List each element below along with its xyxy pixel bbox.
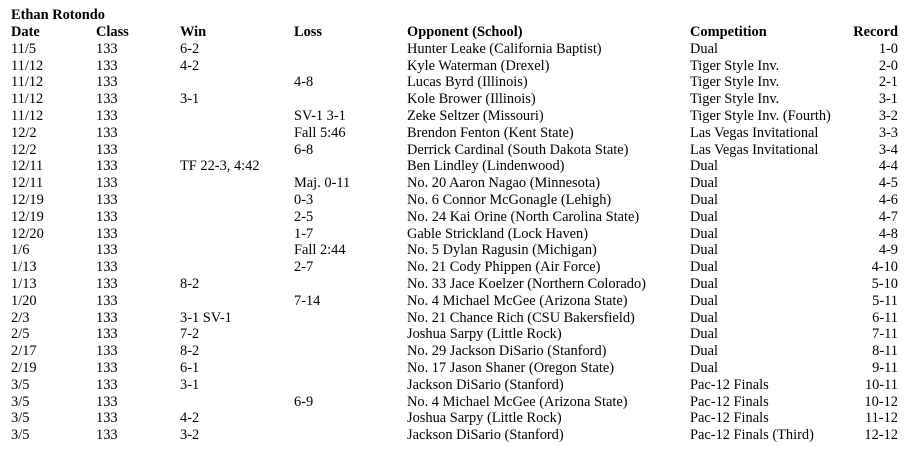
cell-loss [294,360,407,377]
cell-date: 12/19 [11,208,44,225]
cell-date: 11/12 [11,57,44,74]
cell-competition: Tiger Style Inv. [690,91,780,108]
cell-class: 133 [96,91,118,108]
cell-date: 11/12 [11,107,44,124]
cell-loss: Fall 2:44 [294,242,346,259]
cell-win [180,226,294,243]
cell-opponent: Kole Brower (Illinois) [407,91,536,108]
cell-class: 133 [96,343,118,360]
cell-opponent: Gable Strickland (Lock Haven) [407,225,589,242]
table-row [11,125,898,142]
cell-win: 6-2 [180,40,200,57]
cell-win [180,74,294,91]
cell-record: 4-10 [871,259,898,276]
cell-class: 133 [96,158,118,175]
cell-win [180,242,294,259]
cell-win [180,175,294,192]
cell-class: 133 [96,74,118,91]
cell-competition: Tiger Style Inv. [690,74,780,91]
cell-competition: Tiger Style Inv. [690,57,780,74]
cell-record: 1-0 [878,40,898,57]
cell-record: 5-11 [872,292,898,309]
table-row [11,108,898,125]
cell-date: 12/20 [11,225,44,242]
table-row [11,377,898,394]
cell-win: 4-2 [180,410,200,427]
cell-date: 3/5 [11,376,30,393]
cell-class: 133 [96,427,118,444]
table-row [11,242,898,259]
cell-loss: 4-8 [294,74,314,91]
table-row [11,293,898,310]
cell-class: 133 [96,410,118,427]
cell-loss: 2-5 [294,208,314,225]
cell-date: 12/11 [11,175,44,192]
cell-record: 3-4 [878,141,898,158]
cell-opponent: No. 4 Michael McGee (Arizona State) [407,292,628,309]
cell-class: 133 [96,191,118,208]
cell-loss: SV-1 3-1 [294,107,346,124]
table-row [11,226,898,243]
cell-win [180,108,294,125]
table-row [11,394,898,411]
cell-competition: Las Vegas Invitational [690,141,819,158]
cell-opponent: Jackson DiSario (Stanford) [407,427,564,444]
cell-date: 12/2 [11,124,37,141]
cell-class: 133 [96,175,118,192]
cell-loss [294,326,407,343]
table-row [11,175,898,192]
cell-loss [294,410,407,427]
cell-opponent: No. 20 Aaron Nagao (Minnesota) [407,175,601,192]
cell-win [180,209,294,226]
cell-date: 3/5 [11,427,30,444]
cell-record: 8-11 [872,343,898,360]
cell-class: 133 [96,124,118,141]
cell-date: 3/5 [11,393,30,410]
cell-loss: 2-7 [294,259,314,276]
cell-record: 11-12 [864,410,898,427]
table-row [11,192,898,209]
cell-loss [294,377,407,394]
cell-win [180,142,294,159]
cell-date: 2/19 [11,359,37,376]
cell-opponent: Joshua Sarpy (Little Rock) [407,326,562,343]
cell-date: 11/12 [11,91,44,108]
header-date: Date [11,24,40,40]
cell-opponent: No. 24 Kai Orine (North Carolina State) [407,208,640,225]
cell-date: 1/20 [11,292,37,309]
cell-date: 12/2 [11,141,37,158]
cell-record: 6-11 [872,309,898,326]
cell-opponent: Hunter Leake (California Baptist) [407,40,602,57]
cell-competition: Dual [690,242,718,259]
cell-record: 3-3 [878,124,898,141]
cell-loss [294,427,407,444]
cell-competition: Pac-12 Finals [690,376,769,393]
table-row [11,276,898,293]
table-row [11,41,898,58]
cell-record: 4-6 [878,191,898,208]
cell-date: 12/11 [11,158,44,175]
cell-opponent: No. 33 Jace Koelzer (Northern Colorado) [407,275,646,292]
cell-competition: Dual [690,309,718,326]
cell-win: 4-2 [180,57,200,74]
cell-date: 11/5 [11,40,37,57]
results-sheet [11,7,898,444]
cell-date: 2/3 [11,309,30,326]
cell-record: 2-0 [878,57,898,74]
cell-loss: 0-3 [294,191,314,208]
cell-opponent: Brendon Fenton (Kent State) [407,124,574,141]
cell-win: TF 22-3, 4:42 [180,158,260,175]
cell-opponent: Zeke Seltzer (Missouri) [407,107,544,124]
cell-competition: Dual [690,259,718,276]
header-win: Win [180,24,207,40]
cell-opponent: No. 6 Connor McGonagle (Lehigh) [407,191,612,208]
cell-competition: Dual [690,275,718,292]
table-row [11,142,898,159]
wrestler-name: Ethan Rotondo [11,7,105,23]
cell-win [180,394,294,411]
cell-loss: 1-7 [294,225,314,242]
cell-record: 2-1 [878,74,898,91]
cell-record: 3-2 [878,107,898,124]
cell-record: 5-10 [871,275,898,292]
cell-date: 1/6 [11,242,30,259]
cell-opponent: Lucas Byrd (Illinois) [407,74,528,91]
cell-class: 133 [96,57,118,74]
cell-win [180,125,294,142]
cell-opponent: No. 21 Chance Rich (CSU Bakersfield) [407,309,635,326]
cell-opponent: No. 29 Jackson DiSario (Stanford) [407,343,607,360]
cell-record: 9-11 [872,359,898,376]
cell-competition: Dual [690,40,718,57]
match-rows [11,41,898,444]
cell-opponent: Ben Lindley (Lindenwood) [407,158,565,175]
cell-opponent: Joshua Sarpy (Little Rock) [407,410,562,427]
cell-competition: Dual [690,292,718,309]
cell-opponent: No. 17 Jason Shaner (Oregon State) [407,359,615,376]
table-row [11,310,898,327]
header-loss: Loss [294,24,322,40]
cell-record: 4-4 [878,158,898,175]
cell-class: 133 [96,275,118,292]
cell-loss [294,343,407,360]
table-row [11,259,898,276]
table-row [11,343,898,360]
cell-win [180,293,294,310]
cell-win: 3-2 [180,427,200,444]
table-row [11,74,898,91]
cell-opponent: Jackson DiSario (Stanford) [407,376,564,393]
cell-loss [294,58,407,75]
cell-loss [294,41,407,58]
cell-loss [294,310,407,327]
cell-win: 3-1 [180,376,200,393]
cell-competition: Dual [690,175,718,192]
cell-class: 133 [96,259,118,276]
cell-class: 133 [96,40,118,57]
cell-opponent: Derrick Cardinal (South Dakota State) [407,141,629,158]
cell-win: 3-1 SV-1 [180,309,232,326]
cell-competition: Dual [690,208,718,225]
table-row [11,91,898,108]
cell-competition: Pac-12 Finals (Third) [690,427,814,444]
cell-loss: 6-8 [294,141,314,158]
cell-class: 133 [96,225,118,242]
cell-loss [294,158,407,175]
table-row [11,410,898,427]
cell-loss: Fall 5:46 [294,124,346,141]
cell-competition: Pac-12 Finals [690,393,769,410]
cell-competition: Pac-12 Finals [690,410,769,427]
cell-record: 10-12 [864,393,898,410]
cell-competition: Dual [690,326,718,343]
header-opponent: Opponent (School) [407,24,523,40]
cell-record: 7-11 [872,326,898,343]
cell-competition: Dual [690,158,718,175]
cell-date: 1/13 [11,275,37,292]
cell-competition: Tiger Style Inv. (Fourth) [690,107,831,124]
table-row [11,427,898,444]
cell-loss: 6-9 [294,393,314,410]
cell-win: 7-2 [180,326,200,343]
cell-win: 8-2 [180,343,200,360]
cell-loss: 7-14 [294,292,321,309]
cell-class: 133 [96,326,118,343]
table-row [11,326,898,343]
cell-date: 11/12 [11,74,44,91]
table-row [11,360,898,377]
cell-date: 3/5 [11,410,30,427]
cell-date: 1/13 [11,259,37,276]
cell-record: 3-1 [878,91,898,108]
cell-class: 133 [96,393,118,410]
cell-competition: Dual [690,225,718,242]
header-class: Class [96,24,129,40]
cell-win: 8-2 [180,275,200,292]
cell-record: 4-8 [878,225,898,242]
cell-date: 2/5 [11,326,30,343]
cell-class: 133 [96,292,118,309]
cell-class: 133 [96,359,118,376]
table-row [11,58,898,75]
cell-opponent: Kyle Waterman (Drexel) [407,57,550,74]
cell-class: 133 [96,141,118,158]
table-row [11,209,898,226]
cell-date: 2/17 [11,343,37,360]
header-competition: Competition [690,24,767,40]
cell-competition: Dual [690,343,718,360]
cell-class: 133 [96,309,118,326]
cell-loss [294,276,407,293]
cell-competition: Dual [690,191,718,208]
cell-class: 133 [96,376,118,393]
cell-record: 4-5 [878,175,898,192]
cell-class: 133 [96,242,118,259]
header-record: Record [853,24,898,40]
cell-win: 6-1 [180,359,200,376]
cell-date: 12/19 [11,191,44,208]
cell-class: 133 [96,107,118,124]
cell-opponent: No. 4 Michael McGee (Arizona State) [407,393,628,410]
cell-win [180,259,294,276]
header-row [11,24,898,41]
cell-record: 10-11 [864,376,898,393]
cell-class: 133 [96,208,118,225]
cell-win: 3-1 [180,91,200,108]
cell-opponent: No. 5 Dylan Ragusin (Michigan) [407,242,597,259]
cell-competition: Las Vegas Invitational [690,124,819,141]
cell-competition: Dual [690,359,718,376]
table-row [11,158,898,175]
cell-win [180,192,294,209]
cell-record: 12-12 [864,427,898,444]
cell-record: 4-9 [878,242,898,259]
cell-loss: Maj. 0-11 [294,175,351,192]
cell-loss [294,91,407,108]
cell-record: 4-7 [878,208,898,225]
cell-opponent: No. 21 Cody Phippen (Air Force) [407,259,601,276]
